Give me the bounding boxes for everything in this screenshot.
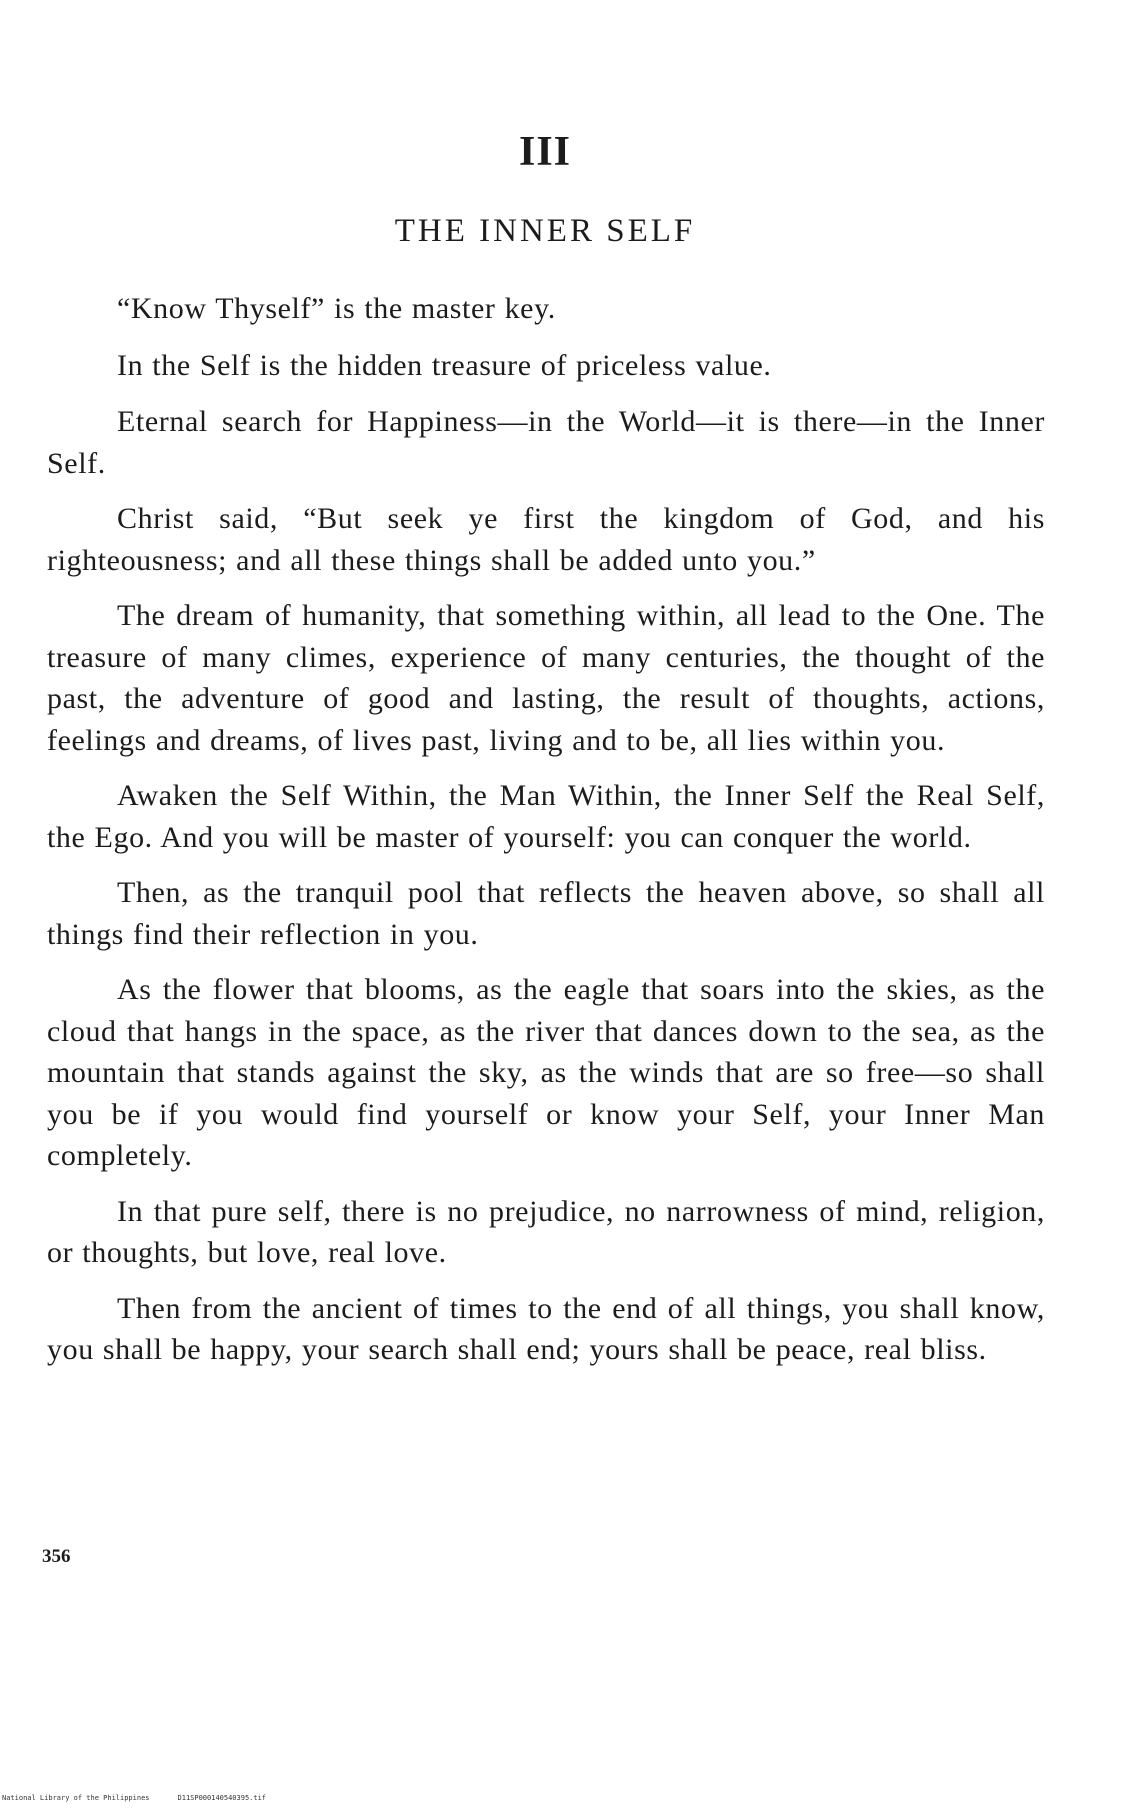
footer-file: D11SP000140540395.tif	[177, 1794, 267, 1802]
paragraph: Christ said, “But seek ye first the kingdom of God, and his righteousness; and all these things shall be added unto you.”	[47, 502, 1045, 577]
chapter-number: III	[518, 129, 572, 175]
paragraph: In that pure self, there is no prejudice, no narrowness of mind, religion, or thoughts, but love, real love.	[47, 1194, 1045, 1269]
paragraph: As the flower that blooms, as the eagle that soars into the skies, as the cloud that hangs in the space, as the river that dances down to the sea, as the mountain that stands against the sky, as the winds that are so free—so shall you be if you would find yourself or know your Self, your Inner Man completely.	[47, 973, 1045, 1172]
scan-footer	[2, 1794, 294, 1802]
paragraph: Then from the ancient of times to the end of all things, you shall know, you shall be happy, your search shall end; yours shall be peace, real bliss.	[47, 1291, 1045, 1366]
paragraph: Awaken the Self Within, the Man Within, the Inner Self the Real Self, the Ego. And you will be master of yourself: you can conquer the world.	[47, 779, 1045, 854]
chapter-title: THE INNER SELF	[394, 213, 696, 249]
paragraph: The dream of humanity, that something within, all lead to the One. The treasure of many climes, experience of many centuries, the thought of the past, the adventure of good and lasting, the result of thoughts, actions, feelings and dreams, of lives past, living and to be, all lies within you.	[47, 599, 1045, 757]
paragraph: In the Self is the hidden treasure of priceless value.	[117, 348, 772, 382]
footer-library: National Library of the Philippines	[2, 1794, 150, 1802]
paragraph: Eternal search for Happiness—in the World—it is there—in the Inner Self.	[47, 405, 1045, 480]
body-text	[47, 288, 1045, 1371]
page-number: 356	[42, 1546, 71, 1567]
paragraph: Then, as the tranquil pool that reflects the heaven above, so shall all things find their reflection in you.	[47, 876, 1045, 951]
paragraph: “Know Thyself” is the master key.	[117, 292, 556, 325]
